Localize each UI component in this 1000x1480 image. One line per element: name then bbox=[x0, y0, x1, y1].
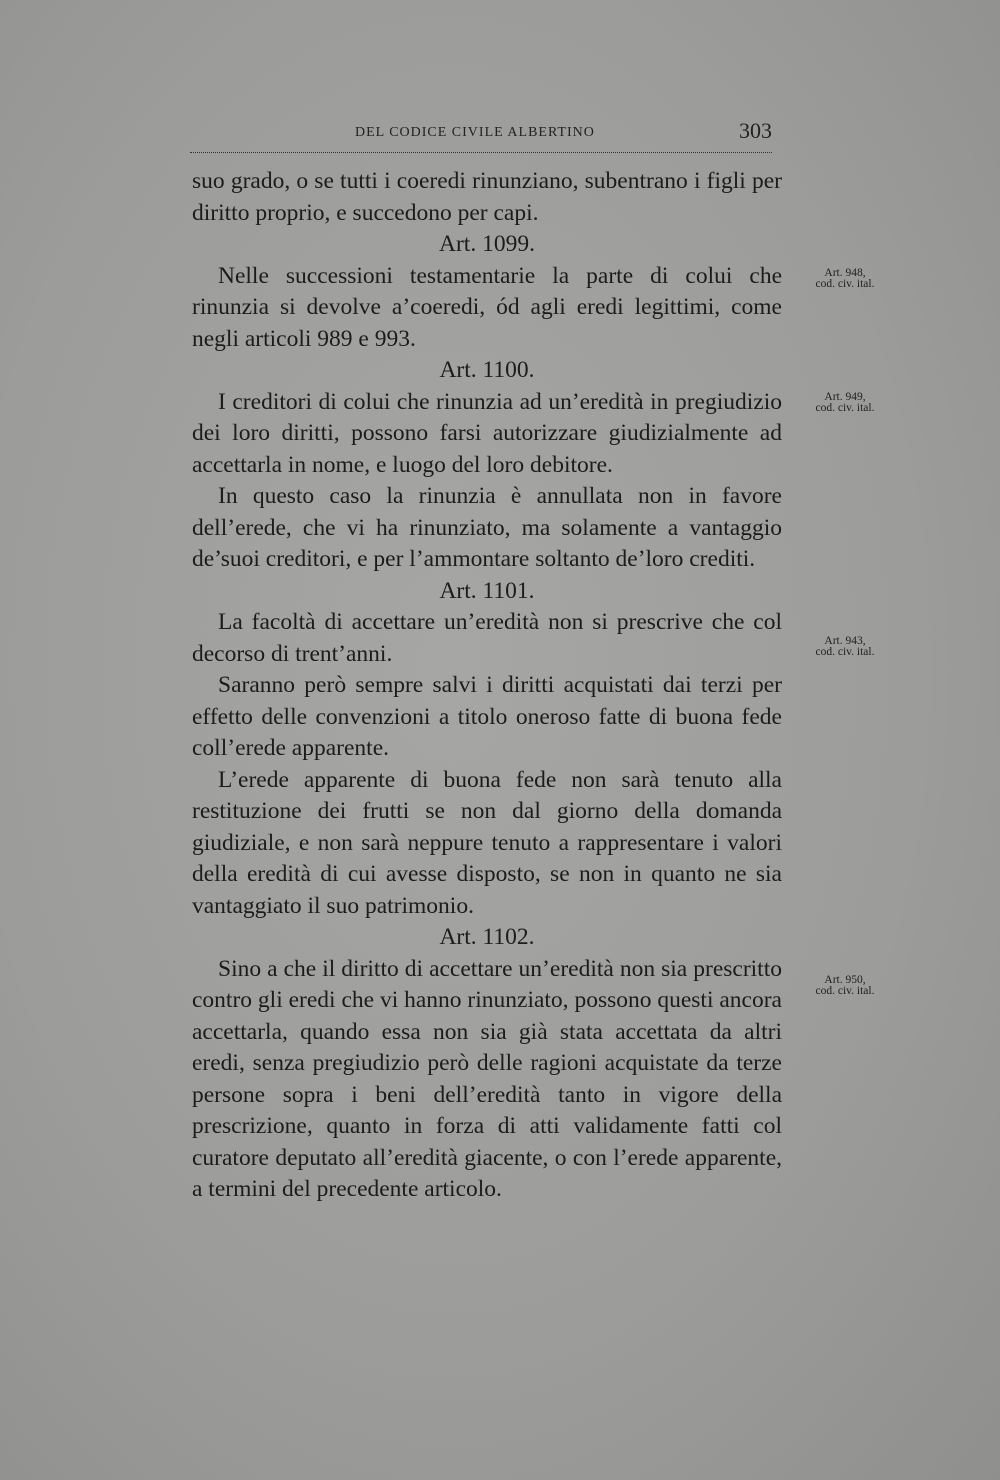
page-number: 303 bbox=[739, 118, 772, 143]
margin-note-line: Art. 943, bbox=[824, 635, 866, 647]
margin-note-line: cod. civ. ital. bbox=[815, 646, 875, 658]
article-heading-1102: Art. 1102. bbox=[439, 924, 535, 950]
paragraph: In questo caso la rinunzia è annullata non in favore dell’erede, che vi ha rinunziato, ma solamente a vantaggio de’suoi creditori, e per l’ammontare soltanto de’loro crediti. bbox=[192, 483, 782, 572]
page-header bbox=[190, 118, 772, 153]
margin-note-line: cod. civ. ital. bbox=[815, 278, 875, 290]
paragraph: L’erede apparente di buona fede non sarà tenuto alla restituzione dei frutti se non dal giorno della domanda giudiziale, e non sarà neppure tenuto a rappresentare i valori della eredità di cui avesse disposto, se non in quanto ne sia vantaggiato il suo patrimonio. bbox=[192, 766, 782, 919]
margin-note-line: Art. 950, bbox=[824, 974, 866, 986]
paragraph: suo grado, o se tutti i coeredi rinunziano, subentrano i figli per diritto proprio, e succedono per capi. bbox=[192, 168, 782, 226]
margin-note-line: Art. 949, bbox=[824, 391, 866, 403]
margin-note-art-950 bbox=[800, 975, 890, 997]
paragraph: Sino a che il diritto di accettare un’eredità non sia prescritto contro gli eredi che vi hanno rinunziato, possono questi ancora accettarla, quando essa non sia già stata accettata da altri eredi, senza pregiudizio però delle ragioni acquistate da terze persone sopra i beni dell’eredità tanto in vigore della prescrizione, quanto in forza di atti validamente fatti col curatore deputato all’eredità giacente, o con l’erede apparente, a termini del precedente articolo. bbox=[192, 955, 782, 1202]
article-heading-1101: Art. 1101. bbox=[439, 577, 535, 604]
paragraph: I creditori di colui che rinunzia ad un’eredità in pregiudizio dei loro diritti, possono farsi autorizzare giudizialmente ad accettarla in nome, e luogo del loro debitore. bbox=[192, 388, 782, 478]
paragraph: La facoltà di accettare un’eredità non si prescrive che col decorso di trent’anni. bbox=[192, 609, 782, 667]
margin-note-line: cod. civ. ital. bbox=[815, 985, 875, 997]
article-heading-1099: Art. 1099. bbox=[439, 231, 535, 257]
margin-note-art-943 bbox=[800, 636, 890, 658]
margin-note-art-948 bbox=[800, 268, 890, 290]
margin-note-line: Art. 948, bbox=[824, 267, 866, 279]
paragraph: Saranno però sempre salvi i diritti acquistati dai terzi per effetto delle convenzioni a titolo oneroso fatte di buona fede coll’erede apparente. bbox=[192, 672, 782, 761]
running-title: DEL CODICE CIVILE ALBERTINO bbox=[355, 125, 595, 140]
margin-note-line: cod. civ. ital. bbox=[815, 402, 875, 414]
margin-note-art-949 bbox=[800, 392, 890, 414]
body-text bbox=[192, 166, 782, 1206]
paragraph: Nelle successioni testamentarie la parte di colui che rinunzia si devolve a’coeredi, ód agli eredi legittimi, come negli articoli 989 e 993. bbox=[192, 262, 782, 352]
article-heading-1100: Art. 1100. bbox=[439, 357, 535, 383]
